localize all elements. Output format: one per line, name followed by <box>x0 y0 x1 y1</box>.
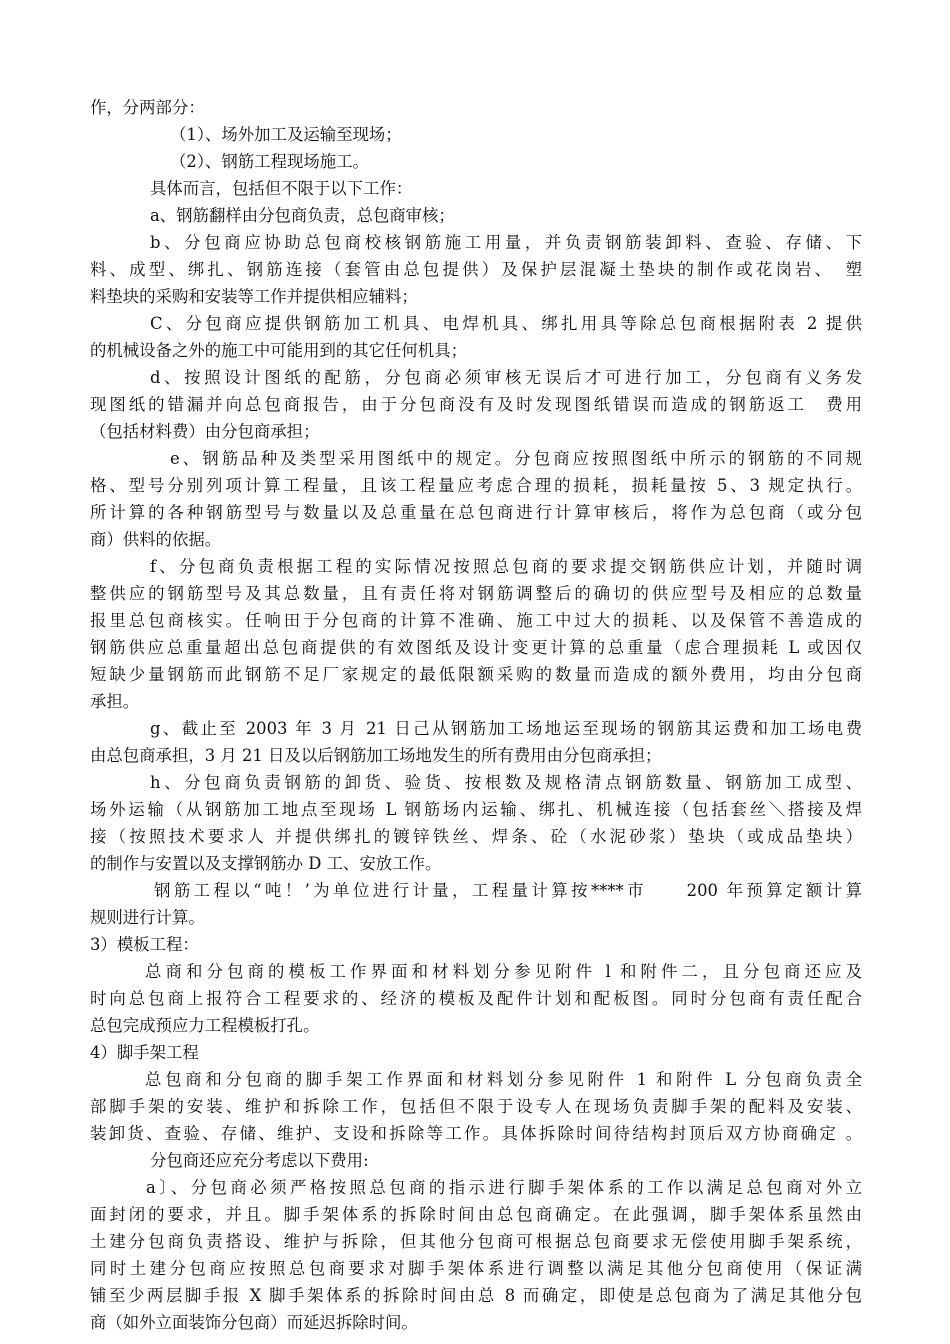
text-line: 部脚手架的安装、维护和拆除工作，包括但不限于设专人在现场负责脚手架的配料及安装、 <box>90 1097 862 1116</box>
text-line: 报里总包商核实。任响田于分包商的计算不准确、施工中过大的损耗、以及保管不善造成的 <box>90 611 862 630</box>
text-line: 分包商还应充分考虑以下费用: <box>150 1151 369 1170</box>
section-heading: 4）脚手架工程 <box>90 1043 199 1062</box>
text-line: 料、成型、绑扎、钢筋连接（套管由总包提供）及保护层混凝土垫块的制作或花岗岩、 塑 <box>90 260 862 279</box>
text-line: 料垫块的采购和安装等工作并提供相应辅料； <box>90 287 418 306</box>
text-line: 的机械设备之外的施工中可能用到的其它任何机具； <box>90 341 467 360</box>
text-line: 承担。 <box>90 692 140 711</box>
text-line: 商（如外立面装饰分包商）而延迟拆除时间。 <box>90 1313 418 1332</box>
section-heading: 3）模板工程： <box>90 935 199 954</box>
text-line: （包括材料费）由分包商承担； <box>90 422 320 441</box>
text-line: 由总包商承担，3 月 21 日及以后钢筋加工场地发生的所有费用由分包商承担； <box>90 746 662 765</box>
text-line: 钢筋工程以“吨！’为单位进行计量，工程量计算按****市 200 年预算定额计算 <box>154 881 862 900</box>
text-line: 钢筋供应总重量超出总包商提供的有效图纸及设计变更计算的总重量（虑合理损耗 L 或因仅 <box>90 638 862 657</box>
text-line: a〕、分包商必须严格按照总包商的指示进行脚手架体系的工作以满足总包商对外立 <box>146 1178 862 1197</box>
text-line: 场外运输（从钢筋加工地点至现场 L 钢筋场内运输、绑扎、机械连接（包括套丝＼搭接及焊 <box>90 800 862 819</box>
text-line: 的制作与安置以及支撑钢筋办 D 工、安放工作。 <box>90 854 442 873</box>
text-line: b、分包商应协助总包商校核钢筋施工用量，并负责钢筋装卸料、查验、存储、下 <box>150 233 862 252</box>
text-line: g、截止至 2003 年 3 月 21 日己从钢筋加工场地运至现场的钢筋其运费和加工场电费 <box>150 719 862 738</box>
text-line: 面封闭的要求，并且。脚手架体系的拆除时间由总包商确定。在此强调，脚手架体系虽然由 <box>90 1205 862 1224</box>
text-line: f、分包商负责根据工程的实际情况按照总包商的要求提交钢筋供应计划，并随时调 <box>150 557 862 576</box>
text-line: 商）供料的依据。 <box>90 530 222 549</box>
text-line: 具体而言，包括但不限于以下工作： <box>150 179 413 198</box>
text-line: 总包商和分包商的脚手架工作界面和材料划分参见附件 1 和附件 L 分包商负责全 <box>145 1070 862 1089</box>
text-line: a、钢筋翻样由分包商负责，总包商审核； <box>150 206 455 225</box>
text-line: 规则进行计算。 <box>90 908 205 927</box>
text-line: h、分包商负责钢筋的卸货、验货、按根数及规格清点钢筋数量、钢筋加工成型、 <box>150 773 862 792</box>
text-line: 接（按照技术要求人 并提供绑扎的镀锌铁丝、焊条、砼（水泥砂浆）垫块（或成品垫块） <box>90 827 862 846</box>
text-line: 同时土建分包商应按照总包商要求对脚手架体系进行调整以满足其他分包商使用（保证满 <box>90 1259 862 1278</box>
text-line: 现图纸的错漏并向总包商报告，由于分包商没有及时发现图纸错误而造成的钢筋返工 费用 <box>90 395 862 414</box>
text-line: （2）、钢筋工程现场施工。 <box>170 152 369 171</box>
text-line: 所计算的各种钢筋型号与数量以及总重量在总包商进行计算审核后，将作为总包商（或分包 <box>90 503 862 522</box>
text-line: d、按照设计图纸的配筋，分包商必须审核无误后才可进行加工，分包商有义务发 <box>150 368 862 387</box>
text-line: （1）、场外加工及运输至现场； <box>170 125 402 144</box>
text-line: 短缺少量钢筋而此钢筋不足厂家规定的最低限额采购的数量而造成的额外费用，均由分包商 <box>90 665 862 684</box>
text-line: 土建分包商负责搭设、维护与拆除，但其他分包商可根据总包商要求无偿使用脚手架系统， <box>90 1232 862 1251</box>
document-page <box>90 94 862 1336</box>
text-line: 装卸货、查验、存储、维护、支设和拆除等工作。具体拆除时间待结构封顶后双方协商确定 。 <box>90 1124 862 1143</box>
text-line: 总包完成预应力工程模板打孔。 <box>90 1016 320 1035</box>
text-line: 格、型号分别列项计算工程量，且该工程量应考虑合理的损耗，损耗量按 5、3 规定执行。 <box>90 476 862 495</box>
text-line: 时向总包商上报符合工程要求的、经济的模板及配件计划和配板图。同时分包商有责任配合 <box>90 989 862 1008</box>
text-line: 整供应的钢筋型号及其总数量，且有责任将对钢筋调整后的确切的供应型号及相应的总数量 <box>90 584 862 603</box>
text-line: e、钢筋品种及类型采用图纸中的规定。分包商应按照图纸中所示的钢筋的不同规 <box>170 449 862 468</box>
text-line: 总商和分包商的模板工作界面和材料划分参见附件 l 和附件二，且分包商还应及 <box>145 962 862 981</box>
text-line: 作，分两部分： <box>90 98 205 117</box>
text-line: C、分包商应提供钢筋加工机具、电焊机具、绑扎用具等除总包商根据附表 2 提供 <box>150 314 862 333</box>
text-line: 铺至少两层脚手报 X 脚手架体系的拆除时间由总 8 而确定，即使是总包商为了满足其他分包 <box>90 1286 862 1305</box>
